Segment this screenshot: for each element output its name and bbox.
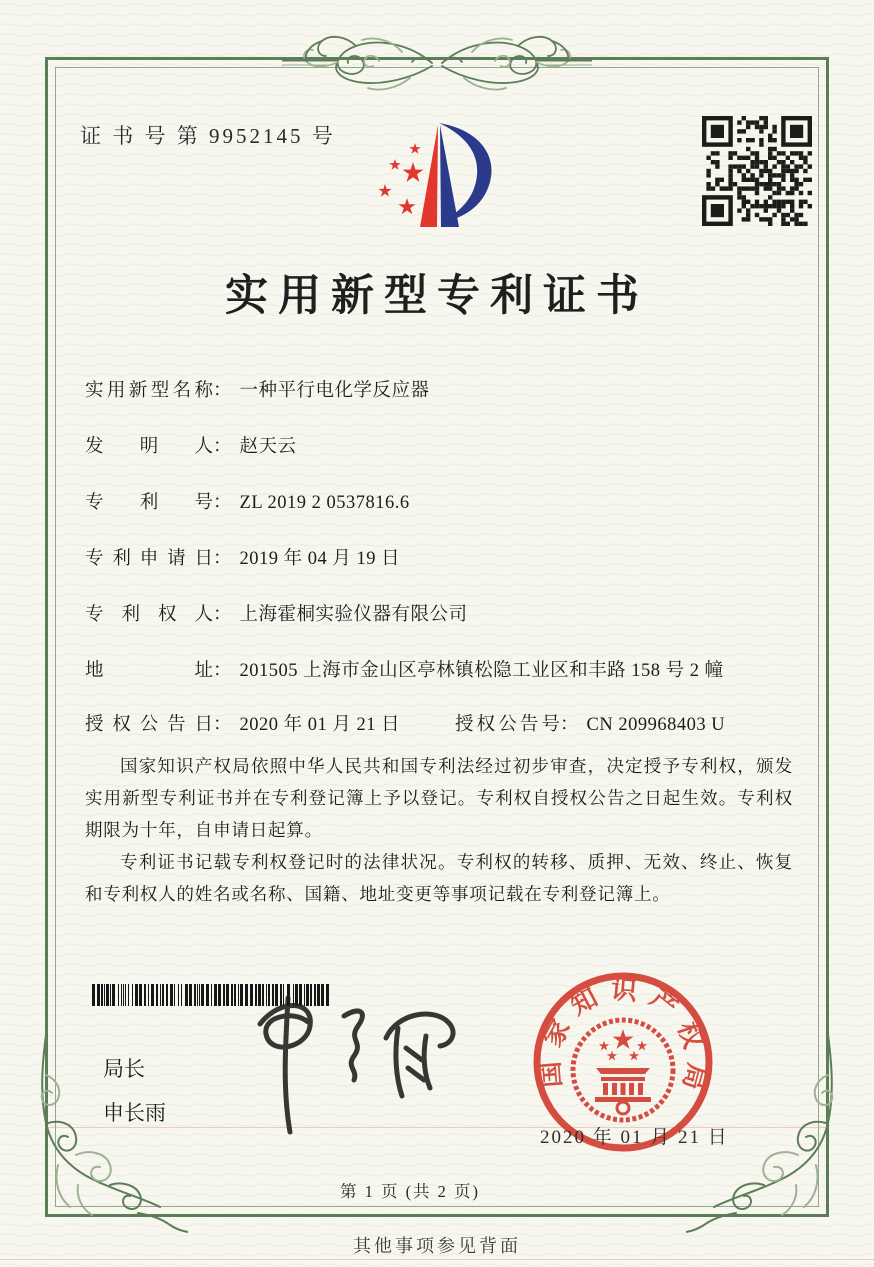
field-value: ZL 2019 2 0537816.6 xyxy=(239,493,410,513)
guilloche-pink-line xyxy=(0,1259,874,1260)
legal-paragraph: 专利证书记载专利权登记时的法律状况。专利权的转移、质押、无效、终止、恢复和专利权人的姓名或名称、国籍、地址变更等事项记载在专利登记簿上。 xyxy=(85,852,793,904)
field-label: 专利申请日 xyxy=(85,549,213,569)
field-value: 2019 年 04 月 19 日 xyxy=(239,549,401,569)
legal-paragraph: 国家知识产权局依照中华人民共和国专利法经过初步审查，决定授予专利权，颁发实用新型专利证书并在专利登记簿上予以登记。专利权自授权公告之日起生效。专利权期限为十年，自申请日起算。 xyxy=(85,756,793,840)
field-value: 2020 年 01 月 21 日 xyxy=(239,715,401,735)
seal-text: 国家知识产权局 xyxy=(534,974,712,1104)
field-colon: ： xyxy=(213,605,232,625)
field-value: CN 209968403 U xyxy=(586,715,726,735)
national-emblem xyxy=(573,1020,673,1120)
field-label: 授权公告日 xyxy=(85,715,213,735)
field-colon: ： xyxy=(213,715,232,735)
field-label: 实用新型名称 xyxy=(85,381,213,401)
field-row-grant xyxy=(85,710,726,736)
field-colon: ： xyxy=(560,715,579,735)
field-row-address xyxy=(85,656,724,682)
field-value: 上海霍桐实验仪器有限公司 xyxy=(239,605,468,625)
field-row-inventor xyxy=(85,432,297,458)
qr-code xyxy=(702,116,812,226)
certificate-title: 实用新型专利证书 xyxy=(225,273,649,320)
director-block xyxy=(103,1048,166,1136)
field-label: 授权公告号 xyxy=(455,715,560,735)
field-colon: ： xyxy=(213,549,232,569)
director-name: 申长雨 xyxy=(103,1102,166,1125)
field-colon: ： xyxy=(213,437,232,457)
field-row-filing-date xyxy=(85,544,400,570)
field-colon: ： xyxy=(213,381,232,401)
field-label: 专利权人 xyxy=(85,605,213,625)
field-value: 赵天云 xyxy=(239,437,297,457)
field-label: 地址 xyxy=(85,661,213,681)
field-row-name xyxy=(85,376,430,402)
certificate-number: 证 书 号 第 9952145 号 xyxy=(80,124,336,148)
field-colon: ： xyxy=(213,493,232,513)
field-row-patentee xyxy=(85,600,468,626)
field-row-patent-no xyxy=(85,488,410,514)
back-side-note: 其他事项参见背面 xyxy=(353,1236,521,1256)
field-value: 一种平行电化学反应器 xyxy=(239,381,430,401)
handwritten-signature xyxy=(222,982,472,1137)
page-number: 第 1 页 (共 2 页) xyxy=(339,1182,481,1201)
legal-text xyxy=(85,750,793,910)
field-label: 发明人 xyxy=(85,437,213,457)
field-value: 201505 上海市金山区亭林镇松隐工业区和丰路 158 号 2 幢 xyxy=(239,661,724,681)
dragon-scroll-ornament xyxy=(282,16,592,108)
field-colon: ： xyxy=(213,661,232,681)
director-title: 局长 xyxy=(103,1058,145,1081)
cnipa-patent-logo-icon xyxy=(363,115,513,240)
field-label: 专利号 xyxy=(85,493,213,513)
seal-date: 2020 年 01 月 21 日 xyxy=(540,1127,729,1148)
